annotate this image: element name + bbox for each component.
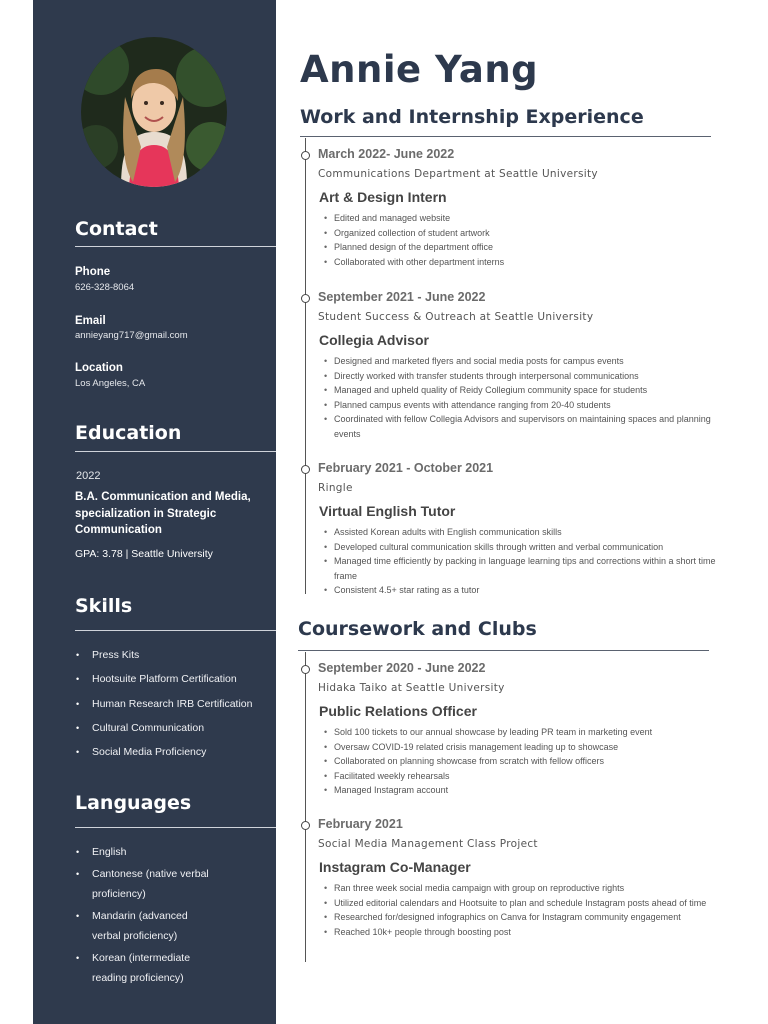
language-item: • English — [75, 842, 210, 862]
bullet-item: • Edited and managed website — [324, 211, 716, 226]
bullet-item: • Oversaw COVID-19 related crisis management leading up to showcase — [324, 740, 716, 755]
work-divider — [300, 136, 711, 137]
location-value: Los Angeles, CA — [75, 378, 146, 389]
coursework-heading: Coursework and Clubs — [298, 618, 537, 640]
skill-item: • Human Research IRB Certification — [75, 697, 275, 721]
contact-heading: Contact — [75, 218, 158, 240]
entry-role: Public Relations Officer — [319, 703, 477, 719]
education-degree: B.A. Communication and Media, specialization in Strategic Communication — [75, 491, 251, 536]
bullet-item: • Ran three week social media campaign with group on reproductive rights — [324, 881, 716, 896]
bullet-item: • Consistent 4.5+ star rating as a tutor — [324, 583, 716, 598]
bullet-item: • Directly worked with transfer students through interpersonal communications — [324, 369, 716, 384]
entry-organization: Communications Department at Seattle University — [318, 168, 598, 180]
language-item: • Korean (intermediate reading proficiency) — [75, 948, 210, 988]
skill-item: • Press Kits — [75, 648, 275, 672]
entry-role: Collegia Advisor — [319, 332, 429, 348]
language-item: • Cantonese (native verbal proficiency) — [75, 864, 210, 904]
email-label: Email — [75, 315, 106, 327]
timeline-dot — [301, 465, 310, 474]
timeline-dot — [301, 665, 310, 674]
education-heading: Education — [75, 422, 182, 444]
entry-bullets — [324, 525, 716, 598]
entry-bullets — [324, 354, 716, 441]
entry-date: September 2020 - June 2022 — [318, 661, 486, 675]
email-value: annieyang717@gmail.com — [75, 330, 188, 341]
coursework-divider — [298, 650, 709, 651]
sidebar — [33, 0, 276, 1024]
timeline-dot — [301, 821, 310, 830]
entry-role: Instagram Co-Manager — [319, 859, 471, 875]
entry-organization: Student Success & Outreach at Seattle University — [318, 311, 594, 323]
education-gpa: GPA: 3.78 | Seattle University — [75, 548, 213, 560]
timeline-dot — [301, 151, 310, 160]
education-divider — [75, 451, 276, 452]
bullet-item: • Developed cultural communication skills through written and verbal communication — [324, 540, 716, 555]
skill-item: • Hootsuite Platform Certification — [75, 672, 275, 696]
work-timeline-line — [305, 138, 306, 594]
entry-organization: Hidaka Taiko at Seattle University — [318, 682, 505, 694]
contact-divider — [75, 246, 276, 247]
bullet-item: • Collaborated with other department interns — [324, 255, 716, 270]
bullet-item: • Utilized editorial calendars and Hootsuite to plan and schedule Instagram posts ahead of time — [324, 896, 716, 911]
languages-heading: Languages — [75, 792, 192, 814]
entry-bullets — [324, 211, 716, 269]
entry-bullets — [324, 725, 716, 798]
languages-divider — [75, 827, 276, 828]
bullet-item: • Managed and upheld quality of Reidy Collegium community space for students — [324, 383, 716, 398]
entry-organization: Ringle — [318, 482, 353, 494]
entry-organization: Social Media Management Class Project — [318, 838, 538, 850]
education-year: 2022 — [76, 470, 101, 482]
skills-heading: Skills — [75, 595, 133, 617]
entry-bullets — [324, 881, 716, 939]
bullet-item: • Designed and marketed flyers and social media posts for campus events — [324, 354, 716, 369]
skills-list — [75, 648, 275, 769]
entry-date: March 2022- June 2022 — [318, 147, 455, 161]
bullet-item: • Managed Instagram account — [324, 783, 716, 798]
coursework-timeline-line — [305, 652, 306, 962]
profile-photo — [81, 37, 227, 187]
bullet-item: • Sold 100 tickets to our annual showcase by leading PR team in marketing event — [324, 725, 716, 740]
bullet-item: • Coordinated with fellow Collegia Advisors and supervisors on maintaining spaces and planning events — [324, 412, 716, 441]
phone-label: Phone — [75, 266, 111, 278]
bullet-item: • Collaborated on planning showcase from scratch with fellow officers — [324, 754, 716, 769]
phone-value: 626-328-8064 — [75, 282, 135, 293]
bullet-item: • Managed time efficiently by packing in language learning tips and corrections within a short time frame — [324, 554, 716, 583]
bullet-item: • Planned design of the department office — [324, 240, 716, 255]
bullet-item: • Facilitated weekly rehearsals — [324, 769, 716, 784]
skill-item: • Social Media Proficiency — [75, 745, 275, 769]
entry-date: February 2021 — [318, 817, 403, 831]
languages-list — [75, 842, 210, 990]
bullet-item: • Organized collection of student artwork — [324, 226, 716, 241]
bullet-item: • Researched for/designed infographics on Canva for Instagram community engagement — [324, 910, 716, 925]
bullet-item: • Planned campus events with attendance ranging from 20-40 students — [324, 398, 716, 413]
entry-date: September 2021 - June 2022 — [318, 290, 486, 304]
bullet-item: • Reached 10k+ people through boosting post — [324, 925, 716, 940]
entry-role: Virtual English Tutor — [319, 503, 456, 519]
skill-item: • Cultural Communication — [75, 721, 275, 745]
entry-date: February 2021 - October 2021 — [318, 461, 494, 475]
timeline-dot — [301, 294, 310, 303]
language-item: • Mandarin (advanced verbal proficiency) — [75, 906, 210, 946]
work-heading: Work and Internship Experience — [300, 106, 644, 128]
bullet-item: • Assisted Korean adults with English communication skills — [324, 525, 716, 540]
skills-divider — [75, 630, 276, 631]
location-label: Location — [75, 362, 123, 374]
resume-name: Annie Yang — [300, 48, 539, 91]
entry-role: Art & Design Intern — [319, 189, 447, 205]
